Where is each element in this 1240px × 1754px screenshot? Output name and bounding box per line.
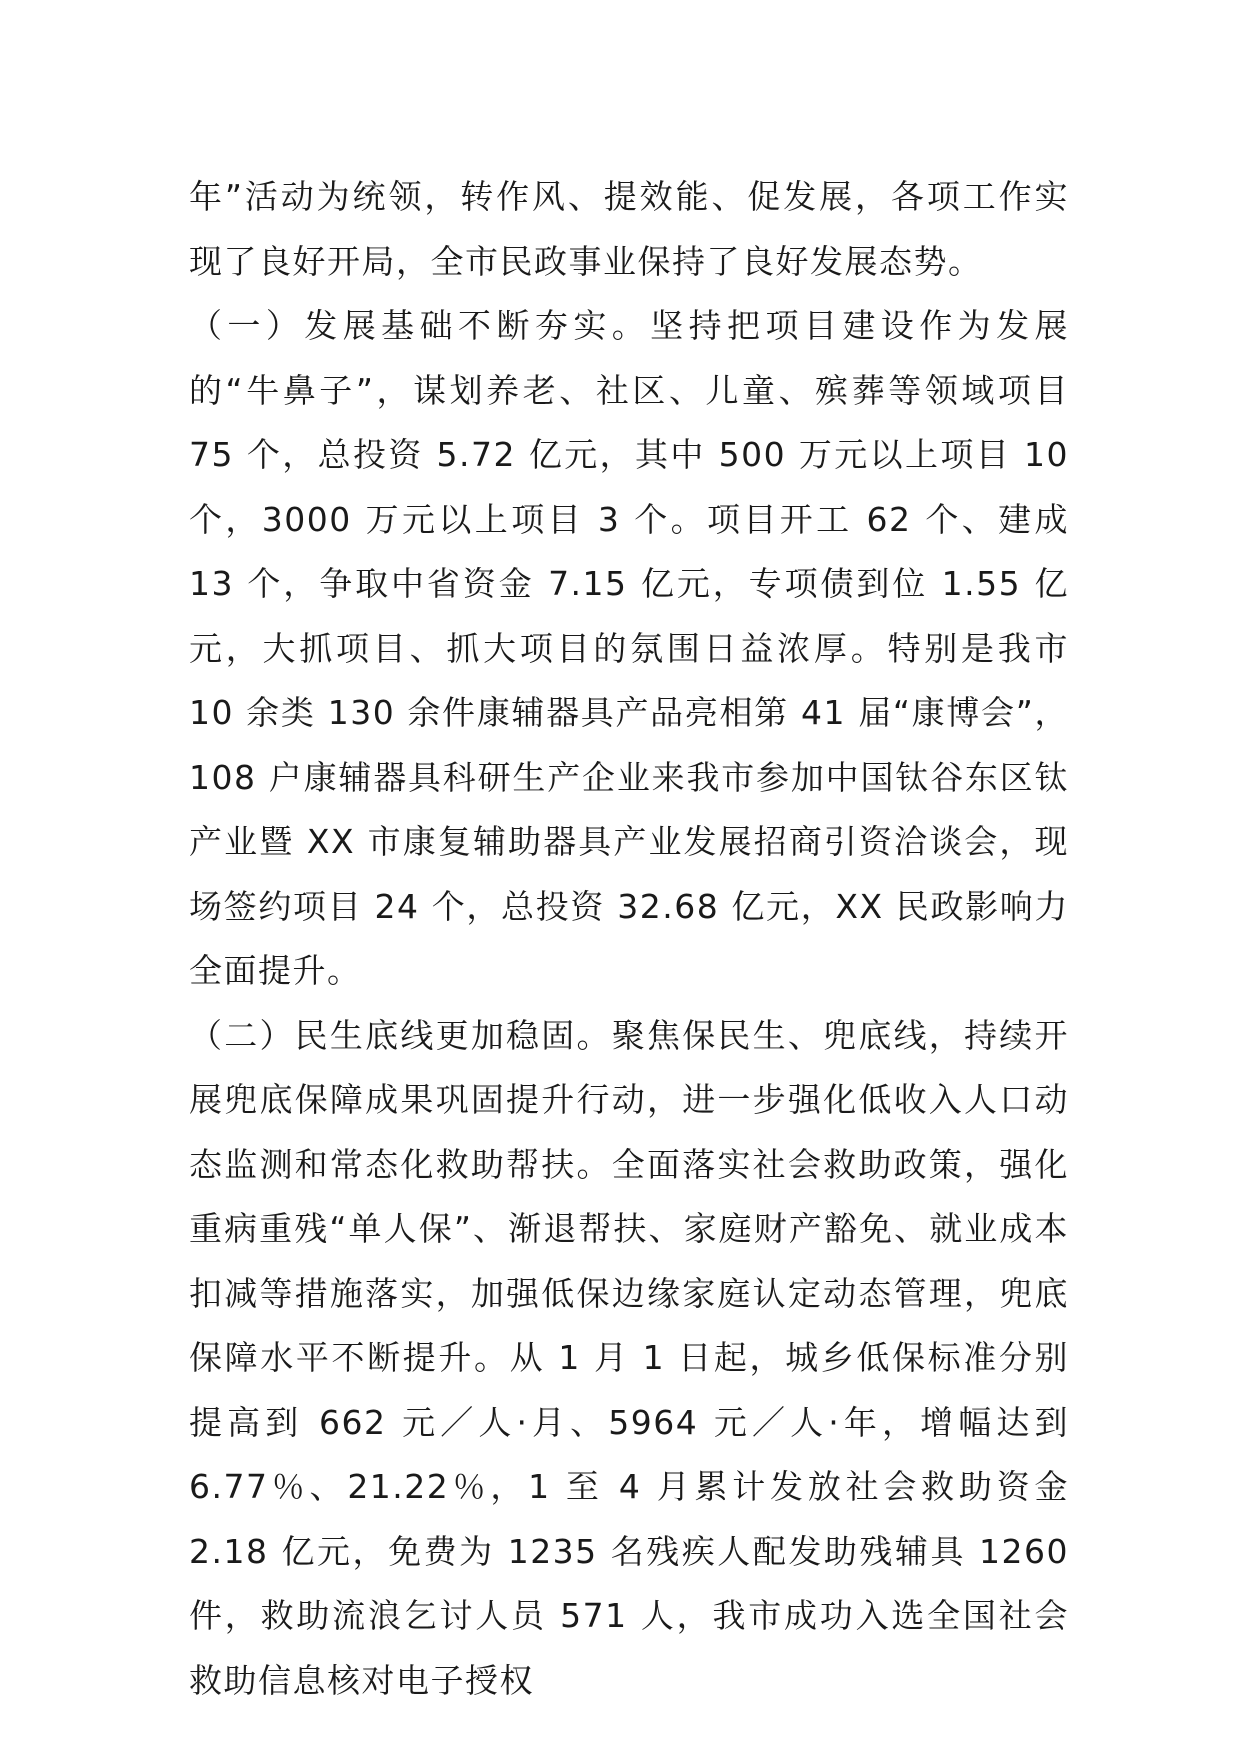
paragraph-section-one: （一）发展基础不断夯实。坚持把项目建设作为发展的“牛鼻子”，谋划养老、社区、儿童、殡葬等领域项目 75 个，总投资 5.72 亿元，其中 500 万元以上项目 10 个，3000 万元以上项目 3 个。项目开工 62 个、建成 13 个，争取中省资金 7.15 亿元，专项债到位 1.55 亿元，大抓项目、抓大项目的氛围日益浓厚。特别是我市 10 余类 130 余件康辅器具产品亮相第 41 届“康博会”，108 户康辅器具科研生产企业来我市参加中国钛谷东区钛产业暨 XX 市康复辅助器具产业发展招商引资洽谈会，现场签约项目 24 个，总投资 32.68 亿元，XX 民政影响力全面提升。 <box>189 306 1069 990</box>
document-body <box>189 165 1069 1713</box>
paragraph-opening: 年”活动为统领，转作风、提效能、促发展，各项工作实现了良好开局，全市民政事业保持了良好发展态势。 <box>189 177 1069 281</box>
paragraph-section-two: （二）民生底线更加稳固。聚焦保民生、兜底线，持续开展兜底保障成果巩固提升行动，进一步强化低收入人口动态监测和常态化救助帮扶。全面落实社会救助政策，强化重病重残“单人保”、渐退帮扶、家庭财产豁免、就业成本扣减等措施落实，加强低保边缘家庭认定动态管理，兜底保障水平不断提升。从 1 月 1 日起，城乡低保标准分别提高到 662 元／人·月、5964 元／人·年，增幅达到 6.77％、21.22％，1 至 4 月累计发放社会救助资金 2.18 亿元，免费为 1235 名残疾人配发助残辅具 1260 件，救助流浪乞讨人员 571 人，我市成功入选全国社会救助信息核对电子授权 <box>189 1015 1069 1700</box>
